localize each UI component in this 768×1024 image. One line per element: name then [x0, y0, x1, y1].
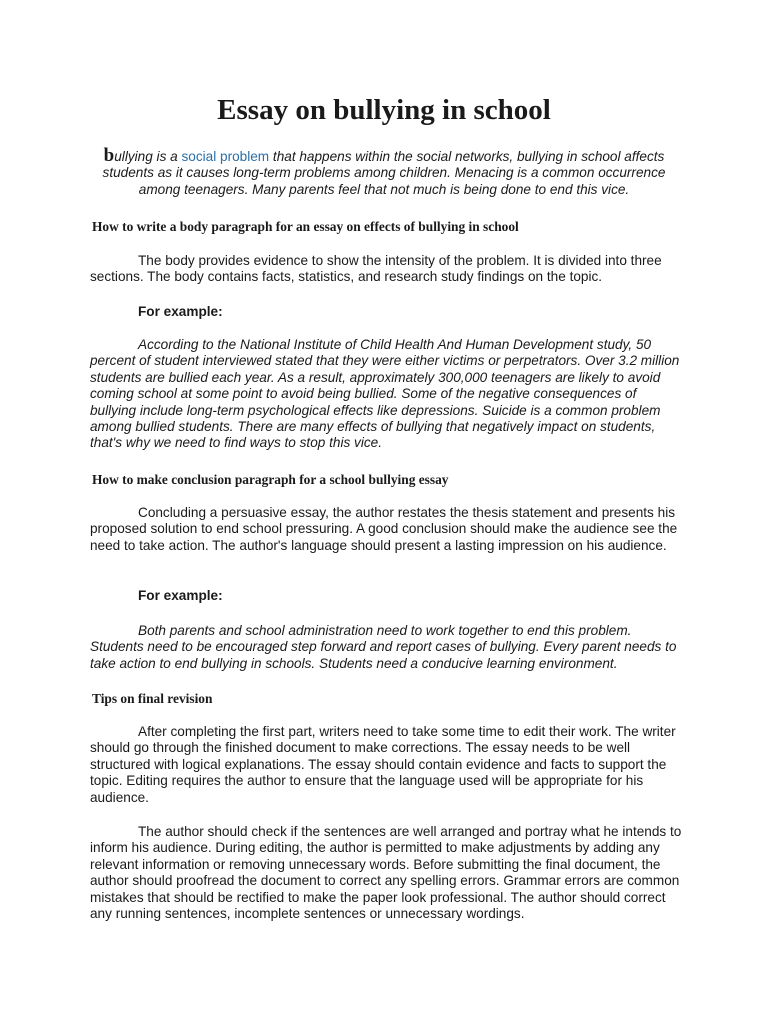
body-example-text: According to the National Institute of Child Health And Human Development study, 50 percent of student interviewed stated that they were either victims or perpetrators. Over 3.2 million students are bullied each year. As a result, approximately 300,000 teenagers are likely to avoid coming school at some point to avoid being bullied. Some of the negative consequences of bullying include long-term psychological effects like depressions. Suicide is a common problem among bullied students. There are many effects of bullying that negatively impact on students, that's why we need to find ways to stop this vice.	[90, 337, 680, 451]
body-paragraph-text: The body provides evidence to show the intensity of the problem. It is divided into three sections. The body contains facts, statistics, and research study findings on the topic.	[90, 253, 662, 285]
intro-dropcap: b	[103, 145, 115, 166]
intro-text-after-link: that happens within the social networks, bullying in school affects students as it causes long-term problems among children. Menacing is a common occurrence among teenagers. Many parents feel that not much is being done to end this vice.	[102, 149, 666, 197]
intro-paragraph	[92, 145, 676, 198]
social-problem-link[interactable]: social problem	[181, 149, 270, 164]
body-example-label: For example:	[138, 304, 223, 319]
conclusion-example-text: Both parents and school administration need to work together to end this problem. Students need to be encouraged step forward and report cases of bullying. Every parent needs to take action to end bullying in schools. Students need a conducive learning environment.	[90, 623, 677, 671]
final-revision-paragraph-2: The author should check if the sentences are well arranged and portray what he intends to inform his audience. During editing, the author is permitted to make adjustments by adding any relevant information or removing unnecessary words. Before submitting the final document, the author should proofread the document to correct any spelling errors. Grammar errors are common mistakes that should be rectified to make the paper look professional. The author should correct any running sentences, incomplete sentences or unnecessary wordings.	[90, 824, 682, 922]
final-revision-heading: Tips on final revision	[92, 691, 213, 706]
conclusion-paragraph-text: Concluding a persuasive essay, the author restates the thesis statement and presents his proposed solution to end school pressuring. A good conclusion should make the audience see the need to take action. The author's language should present a lasting impression on his audience.	[90, 505, 678, 553]
conclusion-heading: How to make conclusion paragraph for a school bullying essay	[92, 472, 449, 487]
intro-text-before-link: ullying is a	[114, 149, 182, 164]
essay-title: Essay on bullying in school	[217, 94, 551, 126]
conclusion-example-label: For example:	[138, 588, 223, 603]
body-paragraph-heading: How to write a body paragraph for an essay on effects of bullying in school	[92, 219, 519, 234]
final-revision-paragraph-1: After completing the first part, writers need to take some time to edit their work. The writer should go through the finished document to make corrections. The essay needs to be well structured with logical explanations. The essay should contain evidence and facts to support the topic. Editing requires the author to ensure that the language used will be appropriate for his audience.	[90, 724, 676, 805]
